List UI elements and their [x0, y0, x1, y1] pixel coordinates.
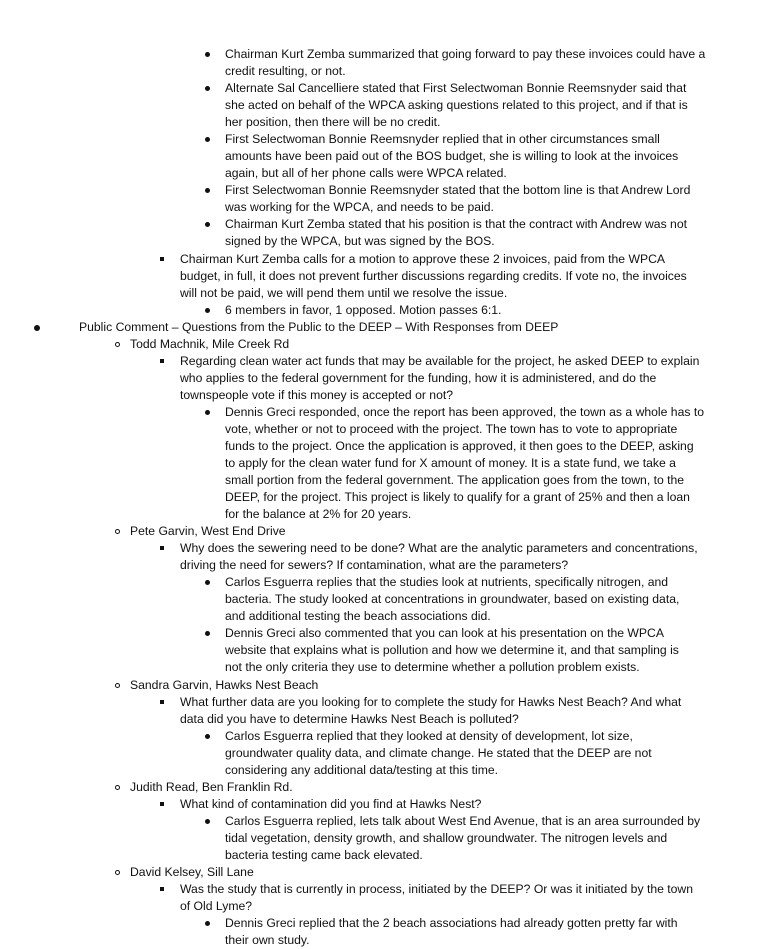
list-item-text: who applies to the federal government for the funding, how it is administered, and do the	[180, 370, 657, 385]
list-item-text: data did you have to determine Hawks Nest Beach is polluted?	[180, 711, 519, 726]
bullet-square-icon	[160, 546, 164, 550]
bullet-circle-icon	[115, 785, 120, 790]
list-item-text: DEEP, for the project. This project is likely to qualify for a grant of 25% and then a loan	[225, 490, 690, 504]
bullet-square-icon	[160, 359, 164, 363]
bullet-square-icon	[160, 887, 164, 891]
list-item-text: bacteria. The study looked at concentrations in groundwater, based on existing data,	[225, 592, 680, 607]
bullet-dot-icon	[205, 308, 210, 313]
bullet-dot-icon	[205, 86, 210, 91]
list-item-text: of Old Lyme?	[180, 899, 253, 914]
list-item-text: First Selectwoman Bonnie Reemsnyder replied that in other circumstances small	[225, 132, 660, 147]
list-item-text: First Selectwoman Bonnie Reemsnyder stated that the bottom line is that Andrew Lord	[225, 183, 691, 198]
list-item-text: Carlos Esguerra replied that they looked at density of development, lot size,	[225, 728, 633, 743]
bullet-dot-icon	[205, 819, 210, 824]
bullet-dot-icon	[205, 137, 210, 142]
list-item-text: their own study.	[225, 933, 310, 948]
list-item-text: budget, in full, it does not prevent further discussions regarding credits. If vote no, the invoices	[180, 268, 687, 283]
bullet-square-icon	[160, 257, 164, 261]
list-item-text: Todd Machnik, Mile Creek Rd	[130, 336, 290, 351]
bullet-square-icon	[160, 802, 164, 806]
bullet-dot-icon	[205, 410, 210, 415]
list-item-text: and additional testing the beach associations did.	[225, 609, 491, 624]
list-item-text: groundwater quality data, and climate change. He stated that the DEEP are not	[225, 745, 652, 760]
list-item-text: Why does the sewering need to be done? What are the analytic parameters and concentrations,	[180, 541, 698, 556]
bullet-dot-icon	[205, 631, 210, 636]
list-item-text: Dennis Greci replied that the 2 beach associations had already gotten pretty far with	[225, 916, 678, 931]
list-item-text: Chairman Kurt Zemba summarized that going forward to pay these invoices could have a	[225, 47, 706, 61]
list-item-text: Chairman Kurt Zemba stated that his position is that the contract with Andrew was not	[225, 217, 687, 232]
list-item-text: website that explains what is pollution and how we determine it, and that sampling is	[225, 643, 679, 658]
bullet-dot-icon	[205, 222, 210, 227]
bullet-circle-icon	[115, 342, 120, 347]
list-item-text: will not be paid, we will pend them until we resolve the issue.	[180, 285, 508, 300]
bullet-dot-icon	[205, 52, 210, 57]
list-item-text: Chairman Kurt Zemba calls for a motion to approve these 2 invoices, paid from the WPCA	[180, 251, 666, 266]
list-item-text: for the balance at 2% for 20 years.	[225, 507, 412, 521]
bullet-circle-icon	[115, 870, 120, 875]
list-item-text: Sandra Garvin, Hawks Nest Beach	[130, 677, 319, 692]
list-item-text: 6 members in favor, 1 opposed. Motion passes 6:1.	[225, 302, 502, 317]
bullet-dot-icon	[205, 188, 210, 193]
list-item-text: credit resulting, or not.	[225, 64, 346, 78]
list-item-text: Pete Garvin, West End Drive	[130, 524, 286, 539]
list-item-text: amounts have been paid out of the BOS budget, she is willing to look at the invoices	[225, 149, 679, 164]
list-item-text: funds to the project. Once the application is approved, it then goes to the DEEP, asking	[225, 439, 694, 453]
list-item-text: What further data are you looking for to complete the study for Hawks Nest Beach? And what	[180, 694, 682, 709]
bullet-dot-icon	[205, 580, 210, 585]
list-item-text: Was the study that is currently in process, initiated by the DEEP? Or was it initiated by the town	[180, 882, 694, 897]
list-item-text: driving the need for sewers? If contamination, what are the parameters?	[180, 558, 569, 573]
list-item-text: Dennis Greci responded, once the report has been approved, the town as a whole has to	[225, 405, 705, 419]
list-item-text: Dennis Greci also commented that you can look at his presentation on the WPCA	[225, 626, 664, 641]
list-item-text: her position, then there will be no credit.	[225, 115, 441, 130]
bullet-dot-icon	[34, 325, 40, 331]
bullet-dot-icon	[205, 921, 210, 926]
list-item-text: vote, whether or not to proceed with the project. The town has to vote to appropriate	[225, 422, 678, 436]
list-item-text: Carlos Esguerra replies that the studies look at nutrients, specifically nitrogen, and	[225, 575, 669, 590]
list-item-text: townspeople vote if this money is accepted or not?	[180, 387, 454, 402]
list-item-text: Alternate Sal Cancelliere stated that First Selectwoman Bonnie Reemsnyder said that	[225, 81, 687, 96]
bullet-dot-icon	[205, 734, 210, 739]
list-item-text: to apply for the clean water fund for X amount of money. It is a state fund, we take a	[225, 456, 676, 470]
list-item-text: Carlos Esguerra replied, lets talk about West End Avenue, that is an area surrounded by	[225, 814, 701, 828]
list-item-text: Public Comment – Questions from the Public to the DEEP – With Responses from DEEP	[79, 319, 559, 334]
list-item-text: considering any additional data/testing at this time.	[225, 762, 499, 777]
list-item-text: again, but all of her phone calls were WPCA related.	[225, 166, 507, 181]
list-item-text: was working for the WPCA, and needs to be paid.	[225, 200, 494, 215]
list-item-text: Judith Read, Ben Franklin Rd.	[130, 779, 293, 794]
bullet-square-icon	[160, 700, 164, 704]
bullet-circle-icon	[115, 683, 120, 688]
list-item-text: tidal vegetation, density growth, and shallow groundwater. The nitrogen levels and	[225, 831, 668, 845]
list-item-text: she acted on behalf of the WPCA asking questions related to this project, and if that is	[225, 98, 688, 113]
list-item-text: David Kelsey, Sill Lane	[130, 865, 254, 880]
list-item-text: bacteria testing came back elevated.	[225, 848, 423, 862]
list-item-text: What kind of contamination did you find at Hawks Nest?	[180, 796, 482, 811]
list-item-text: Regarding clean water act funds that may be available for the project, he asked DEEP to explain	[180, 353, 700, 368]
list-item-text: small portion from the federal government. The application goes from the town, to the	[225, 473, 685, 487]
bullet-circle-icon	[115, 529, 120, 534]
list-item-text: not the only criteria they use to determine whether a pollution problem exists.	[225, 660, 640, 675]
list-item-text: signed by the WPCA, but was signed by the BOS.	[225, 234, 495, 249]
